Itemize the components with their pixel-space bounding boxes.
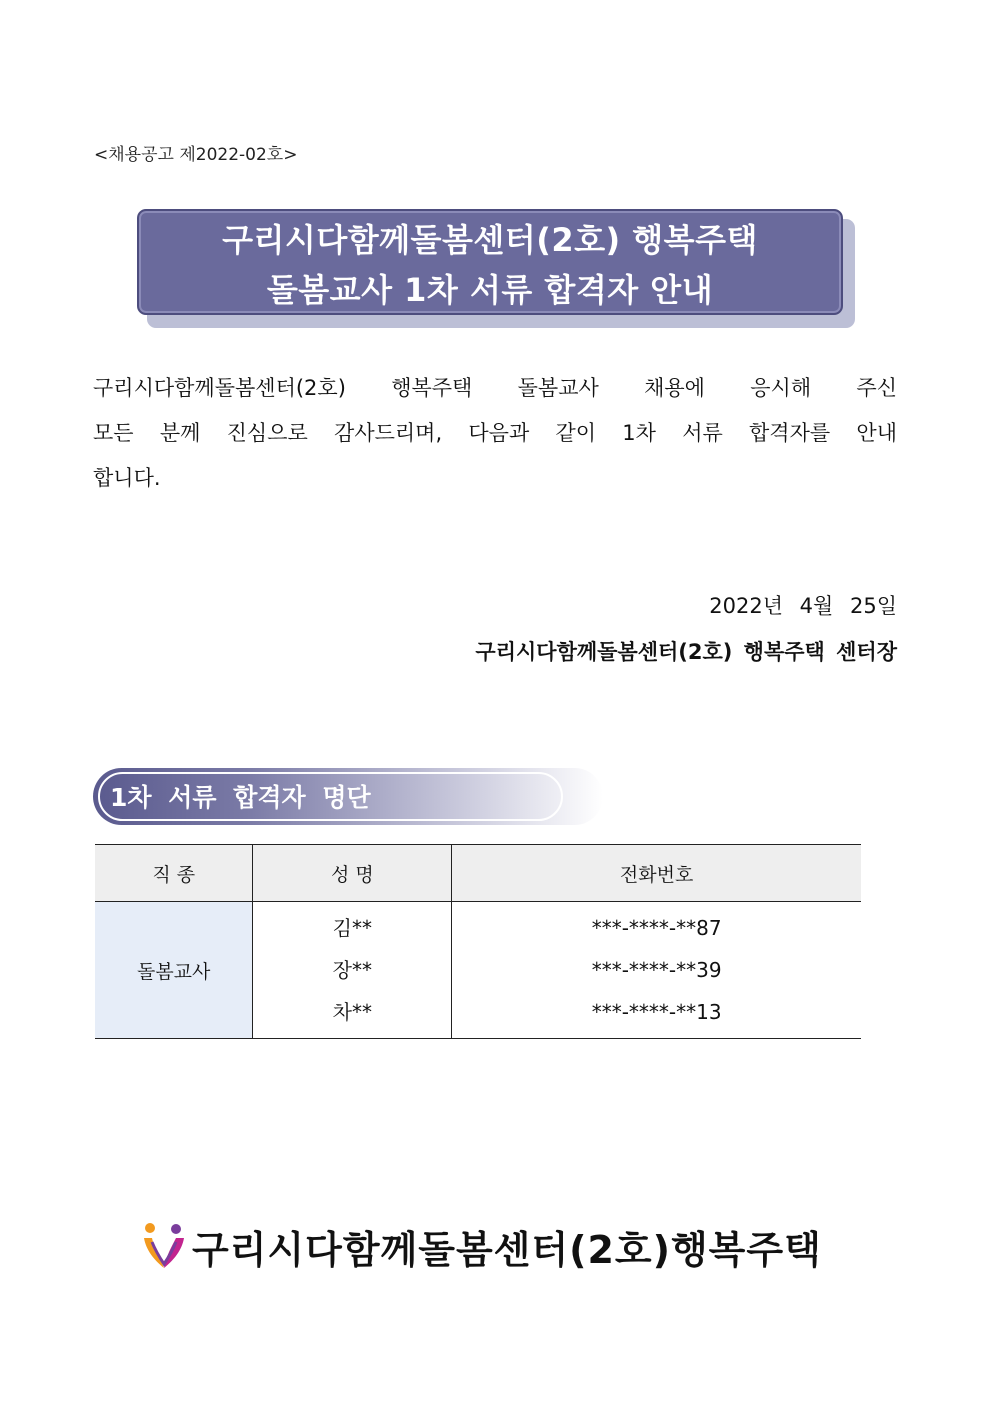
- header-job: 직 종: [95, 845, 253, 902]
- signer: 구리시다함께돌봄센터(2호) 행복주택 센터장: [475, 640, 897, 664]
- phone-3: ***-****-**13: [591, 1000, 722, 1024]
- logo-text: 구리시다함께돌봄센터(2호)행복주택: [192, 1227, 822, 1272]
- name-3: 차**: [332, 1000, 372, 1024]
- names-cell: [253, 902, 452, 1039]
- table-header-row: [95, 845, 861, 902]
- phone-2: ***-****-**39: [591, 958, 722, 982]
- title-box: [137, 209, 843, 315]
- title-line-2: 돌봄교사 1차 서류 합격자 안내: [266, 271, 714, 309]
- section-heading: 1차 서류 합격자 명단: [110, 783, 371, 812]
- table-row: [95, 902, 861, 1039]
- heart-people-logo-icon: [140, 1220, 188, 1272]
- announcement-date: 2022년 4월 25일: [709, 594, 897, 618]
- header-phone: 전화번호: [452, 845, 861, 902]
- phone-1: ***-****-**87: [591, 916, 722, 940]
- name-1: 김**: [332, 916, 372, 940]
- intro-line-3: 합니다.: [93, 466, 161, 490]
- job-cell: 돌봄교사: [95, 902, 253, 1039]
- intro-line-1: 구리시다함께돌봄센터(2호) 행복주택 돌봄교사 채용에 응시해 주신: [93, 376, 897, 400]
- notice-number: <채용공고 제2022-02호>: [94, 145, 298, 165]
- name-2: 장**: [332, 958, 372, 982]
- intro-line-2: 모든 분께 진심으로 감사드리며, 다음과 같이 1차 서류 합격자를 안내: [93, 421, 897, 445]
- intro-paragraph: [93, 366, 897, 501]
- title-line-1: 구리시다함께돌봄센터(2호) 행복주택: [222, 221, 758, 259]
- header-name: 성 명: [253, 845, 452, 902]
- center-logo: [140, 1218, 822, 1274]
- phones-cell: [452, 902, 861, 1039]
- passers-table: [95, 844, 861, 1039]
